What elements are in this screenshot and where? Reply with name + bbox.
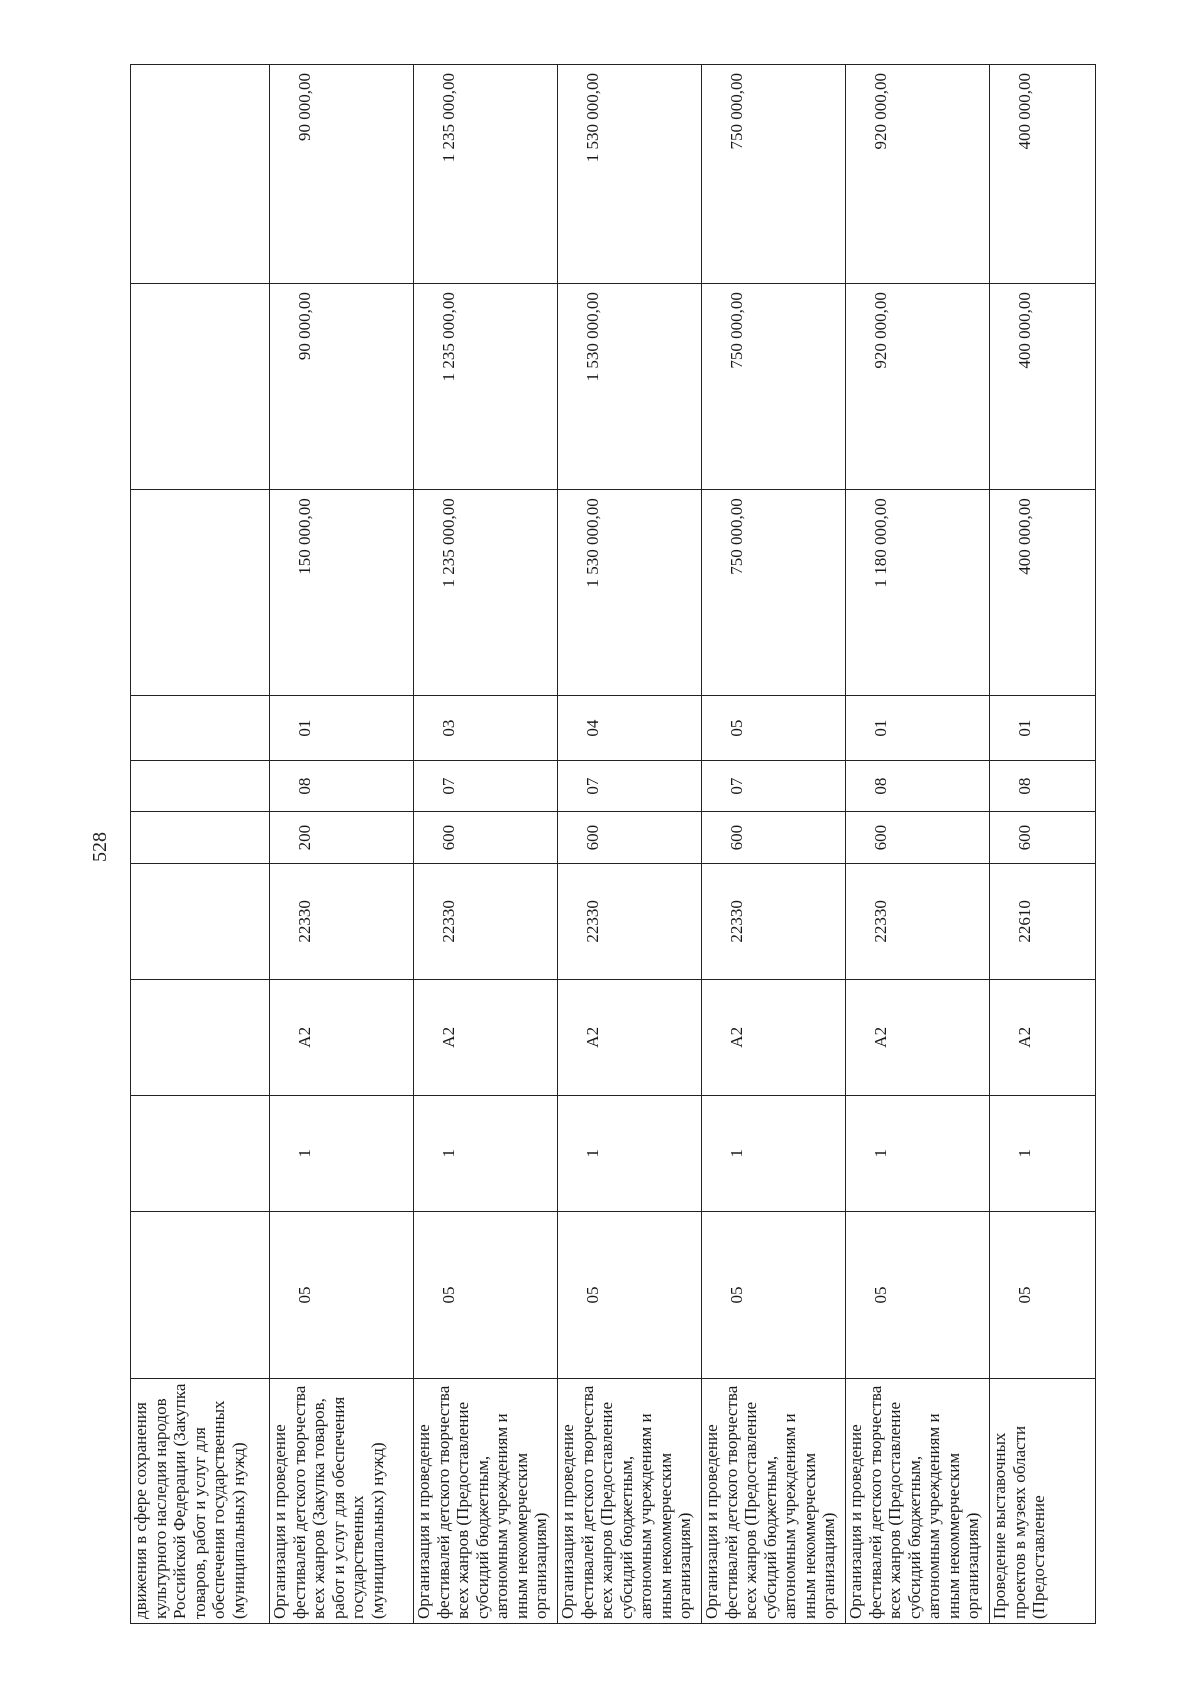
- code-section-cell: 05: [558, 1211, 702, 1378]
- amount-year2-cell: 400 000,00: [990, 284, 1096, 490]
- code-project-cell: A2: [702, 979, 846, 1095]
- row-name-cell: Организация и проведение фестивалей детского творчества всех жанров (Закупка товаров, работ и услуг для обеспечения государственных (муниципальных) нужд): [270, 1379, 414, 1624]
- amount-year2-cell: [131, 284, 270, 490]
- code-project-cell: A2: [846, 979, 990, 1095]
- expense-type-cell: 600: [702, 812, 846, 864]
- chapter-cell: 07: [414, 760, 558, 812]
- amount-year1-cell: 150 000,00: [270, 490, 414, 696]
- code-section-cell: [131, 1211, 270, 1378]
- code-project-cell: A2: [558, 979, 702, 1095]
- amount-year3-cell: 400 000,00: [990, 65, 1096, 284]
- page-number: 528: [89, 832, 111, 862]
- code-section-cell: 05: [414, 1211, 558, 1378]
- amount-year1-cell: 1 530 000,00: [558, 490, 702, 696]
- amount-year1-cell: 750 000,00: [702, 490, 846, 696]
- table-body: [131, 65, 1096, 1624]
- expense-type-cell: 600: [846, 812, 990, 864]
- table-row: [558, 65, 702, 1624]
- code-direction-cell: 22330: [702, 863, 846, 979]
- amount-year3-cell: 1 235 000,00: [414, 65, 558, 284]
- code-direction-cell: [131, 863, 270, 979]
- amount-year2-cell: 750 000,00: [702, 284, 846, 490]
- subsection-cell: 01: [270, 696, 414, 760]
- code-program-cell: 1: [990, 1095, 1096, 1211]
- code-project-cell: A2: [414, 979, 558, 1095]
- chapter-cell: 08: [270, 760, 414, 812]
- table-row: [846, 65, 990, 1624]
- code-program-cell: 1: [702, 1095, 846, 1211]
- amount-year2-cell: 90 000,00: [270, 284, 414, 490]
- code-program-cell: [131, 1095, 270, 1211]
- code-section-cell: 05: [270, 1211, 414, 1378]
- code-program-cell: 1: [846, 1095, 990, 1211]
- chapter-cell: 08: [846, 760, 990, 812]
- code-direction-cell: 22330: [846, 863, 990, 979]
- chapter-cell: 08: [990, 760, 1096, 812]
- row-name-cell: движения в сфере сохранения культурного наследия народов Российской Федерации (Закупка товаров, работ и услуг для обеспечения государственных (муниципальных) нужд): [131, 1379, 270, 1624]
- row-name-cell: Организация и проведение фестивалей детского творчества всех жанров (Предоставление субсидий бюджетным, автономным учреждениям и иным некоммерческим организациям): [558, 1379, 702, 1624]
- table-row: [131, 65, 270, 1624]
- amount-year3-cell: 750 000,00: [702, 65, 846, 284]
- expense-type-cell: [131, 812, 270, 864]
- table-row: [414, 65, 558, 1624]
- code-section-cell: 05: [702, 1211, 846, 1378]
- row-name-cell: Организация и проведение фестивалей детского творчества всех жанров (Предоставление субсидий бюджетным, автономным учреждениям и иным некоммерческим организациям): [414, 1379, 558, 1624]
- subsection-cell: 01: [846, 696, 990, 760]
- code-project-cell: A2: [990, 979, 1096, 1095]
- amount-year1-cell: 400 000,00: [990, 490, 1096, 696]
- code-direction-cell: 22330: [414, 863, 558, 979]
- expense-type-cell: 600: [558, 812, 702, 864]
- row-name-cell: Организация и проведение фестивалей детского творчества всех жанров (Предоставление субсидий бюджетным, автономным учреждениям и иным некоммерческим организациям): [846, 1379, 990, 1624]
- code-project-cell: [131, 979, 270, 1095]
- budget-table: [130, 64, 1096, 1624]
- subsection-cell: 04: [558, 696, 702, 760]
- table-row: [990, 65, 1096, 1624]
- code-program-cell: 1: [414, 1095, 558, 1211]
- amount-year1-cell: [131, 490, 270, 696]
- subsection-cell: 01: [990, 696, 1096, 760]
- expense-type-cell: 600: [990, 812, 1096, 864]
- chapter-cell: 07: [702, 760, 846, 812]
- budget-table-container: [130, 64, 1095, 1624]
- table-row: [702, 65, 846, 1624]
- code-direction-cell: 22330: [558, 863, 702, 979]
- code-direction-cell: 22330: [270, 863, 414, 979]
- code-section-cell: 05: [846, 1211, 990, 1378]
- expense-type-cell: 200: [270, 812, 414, 864]
- amount-year2-cell: 920 000,00: [846, 284, 990, 490]
- chapter-cell: [131, 760, 270, 812]
- code-project-cell: A2: [270, 979, 414, 1095]
- amount-year3-cell: 920 000,00: [846, 65, 990, 284]
- code-direction-cell: 22610: [990, 863, 1096, 979]
- amount-year1-cell: 1 235 000,00: [414, 490, 558, 696]
- row-name-cell: Организация и проведение фестивалей детского творчества всех жанров (Предоставление субсидий бюджетным, автономным учреждениям и иным некоммерческим организациям): [702, 1379, 846, 1624]
- code-program-cell: 1: [270, 1095, 414, 1211]
- amount-year2-cell: 1 530 000,00: [558, 284, 702, 490]
- amount-year3-cell: 1 530 000,00: [558, 65, 702, 284]
- amount-year1-cell: 1 180 000,00: [846, 490, 990, 696]
- amount-year2-cell: 1 235 000,00: [414, 284, 558, 490]
- code-section-cell: 05: [990, 1211, 1096, 1378]
- row-name-cell: Проведение выставочных проектов в музеях области (Предоставление: [990, 1379, 1096, 1624]
- amount-year3-cell: 90 000,00: [270, 65, 414, 284]
- subsection-cell: [131, 696, 270, 760]
- expense-type-cell: 600: [414, 812, 558, 864]
- subsection-cell: 03: [414, 696, 558, 760]
- table-row: [270, 65, 414, 1624]
- subsection-cell: 05: [702, 696, 846, 760]
- amount-year3-cell: [131, 65, 270, 284]
- code-program-cell: 1: [558, 1095, 702, 1211]
- chapter-cell: 07: [558, 760, 702, 812]
